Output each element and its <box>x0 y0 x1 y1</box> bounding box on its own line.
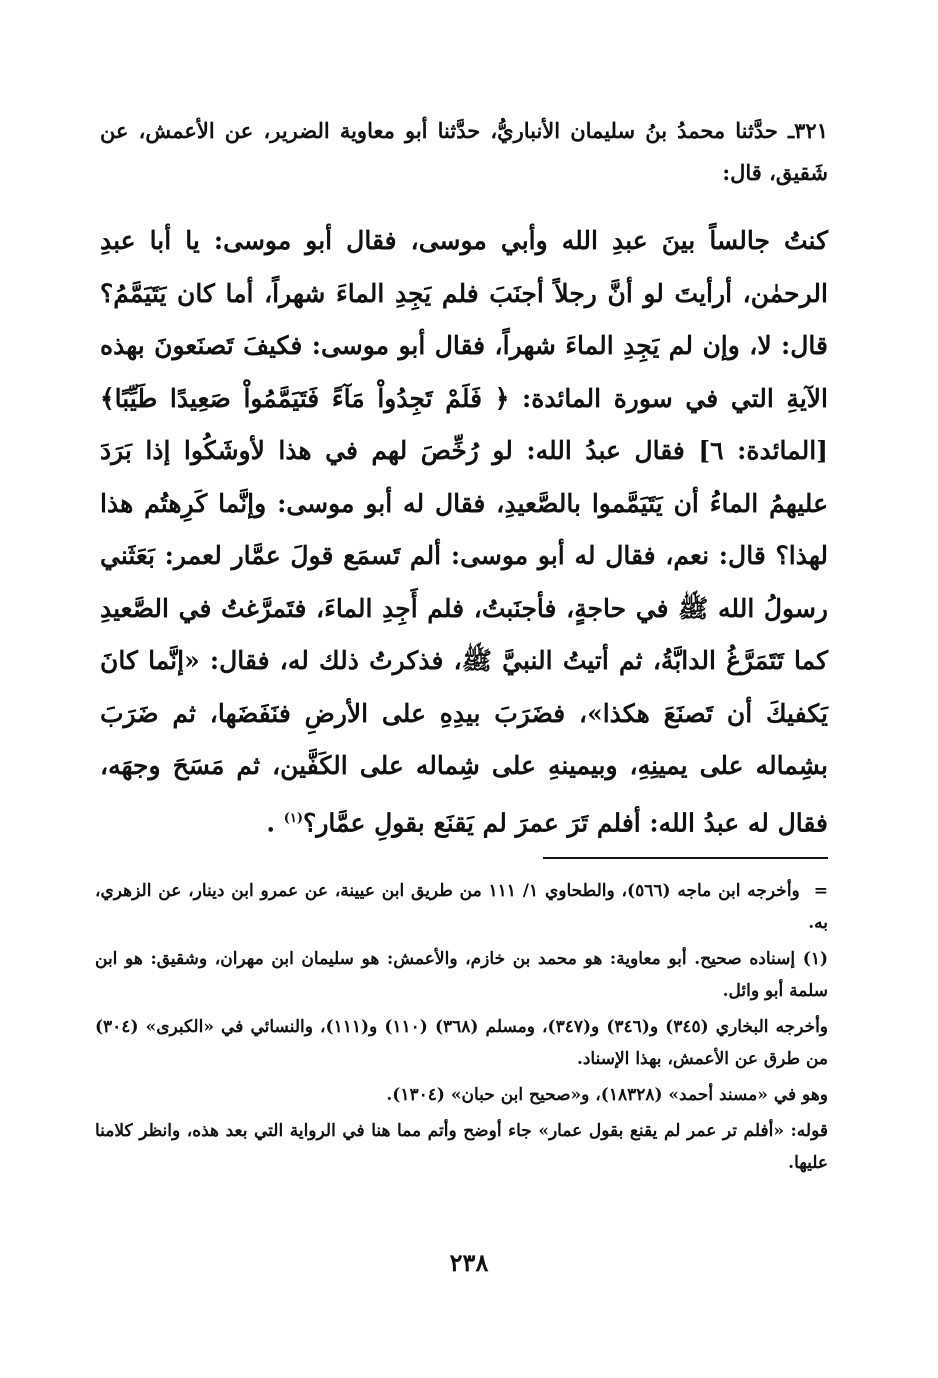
hadith-isnad: ٣٢١ـ حدَّثنا محمدُ بنُ سليمان الأنباريُّ، حدَّثنا أبو معاوية الضرير، عن الأعمش، عن شَقيق، قال: <box>100 118 828 185</box>
footnotes <box>95 875 828 1183</box>
footnote-1-takhrij: وأخرجه البخاري (٣٤٥) و(٣٤٦) و(٣٤٧)، ومسلم (٣٦٨) (١١٠) و(١١١)، والنسائي في «الكبرى» (٣٠٤) من طرق عن الأعمش، بهذا الإسناد. <box>95 1017 829 1069</box>
continuation-text: وأخرجه ابن ماجه (٥٦٦)، والطحاوي ١/ ١١١ من طريق ابن عيينة، عن عمرو ابن دينار، عن الزهري، به. <box>95 881 828 933</box>
footnote-1-grading: (١) إسناده صحيح. أبو معاوية: هو محمد بن خازم، والأعمش: هو سليمان ابن مهران، وشقيق: هو ابن سلمة أبو وائل. <box>95 949 828 1001</box>
footnote-1-other-sources: وهو في «مسند أحمد» (١٨٣٢٨)، و«صحيح ابن حبان» (١٣٠٤). <box>386 1085 828 1105</box>
hadith-matn <box>100 215 828 849</box>
footnote-continuation <box>95 875 828 939</box>
footnote-1-comment: قوله: «أفلم تر عمر لم يقنع بقول عمار» جاء أوضح وأتم مما هنا في الرواية التي بعد هذه، وانظر كلامنا عليها. <box>95 1121 828 1173</box>
footnote-separator <box>543 857 828 859</box>
continuation-mark: = <box>813 881 828 901</box>
page-number: ٢٣٨ <box>449 1248 489 1277</box>
matn-end-mark: . <box>266 807 276 837</box>
footnote-reference: (١) <box>283 810 304 826</box>
hadith-matn-text: كنتُ جالساً بينَ عبدِ الله وأبي موسى، فقال أبو موسى: يا أبا عبدِ الرحمٰن، أرأيتَ لو أنَّ رجلاً أجنَبَ فلم يَجِدِ الماءَ شهراً، أما كان يَتَيَمَّمُ؟ قال: لا، وإن لم يَجِدِ الماءَ شهراً، فقال أبو موسى: فكيفَ تَصنَعونَ بهذه الآيةِ التي في سورة المائدة: ﴿ فَلَمْ تَجِدُواْ مَآءً فَتَيَمَّمُواْ صَعِيدًا طَيِّبًا﴾ [المائدة: ٦] فقال عبدُ الله: لو رُخِّصَ لهم في هذا لأوشَكُوا إذا بَرَدَ عليهمُ الماءُ أن يَتَيَمَّموا بالصَّعيدِ، فقال له أبو موسى: وإنَّما كَرِهتُم هذا لهذا؟ قال: نعم، فقال له أبو موسى: ألم تَسمَع قولَ عمَّار لعمر: بَعَثَني رسولُ الله ﷺ في حاجةٍ، فأجنَبتُ، فلم أَجِدِ الماءَ، فتَمرَّغتُ في الصَّعيدِ كما تَتَمَرَّغُ الدابَّةُ، ثم أتيتُ النبيَّ ﷺ، فذكرتُ ذلك له، فقال: «إنَّما كانَ يَكفيكَ أن تَصنَعَ هكذا»، فضَرَبَ بيدِهِ على الأرضِ فنَفَضَها، ثم ضَرَبَ بشِماله على يمينِهِ، وبيمينهِ على شِماله على الكَفَّين، ثم مَسَحَ وجهَه، فقال له عبدُ الله: أفلم تَرَ عمرَ لم يَقنَع بقولِ عمَّار؟ <box>100 226 828 837</box>
